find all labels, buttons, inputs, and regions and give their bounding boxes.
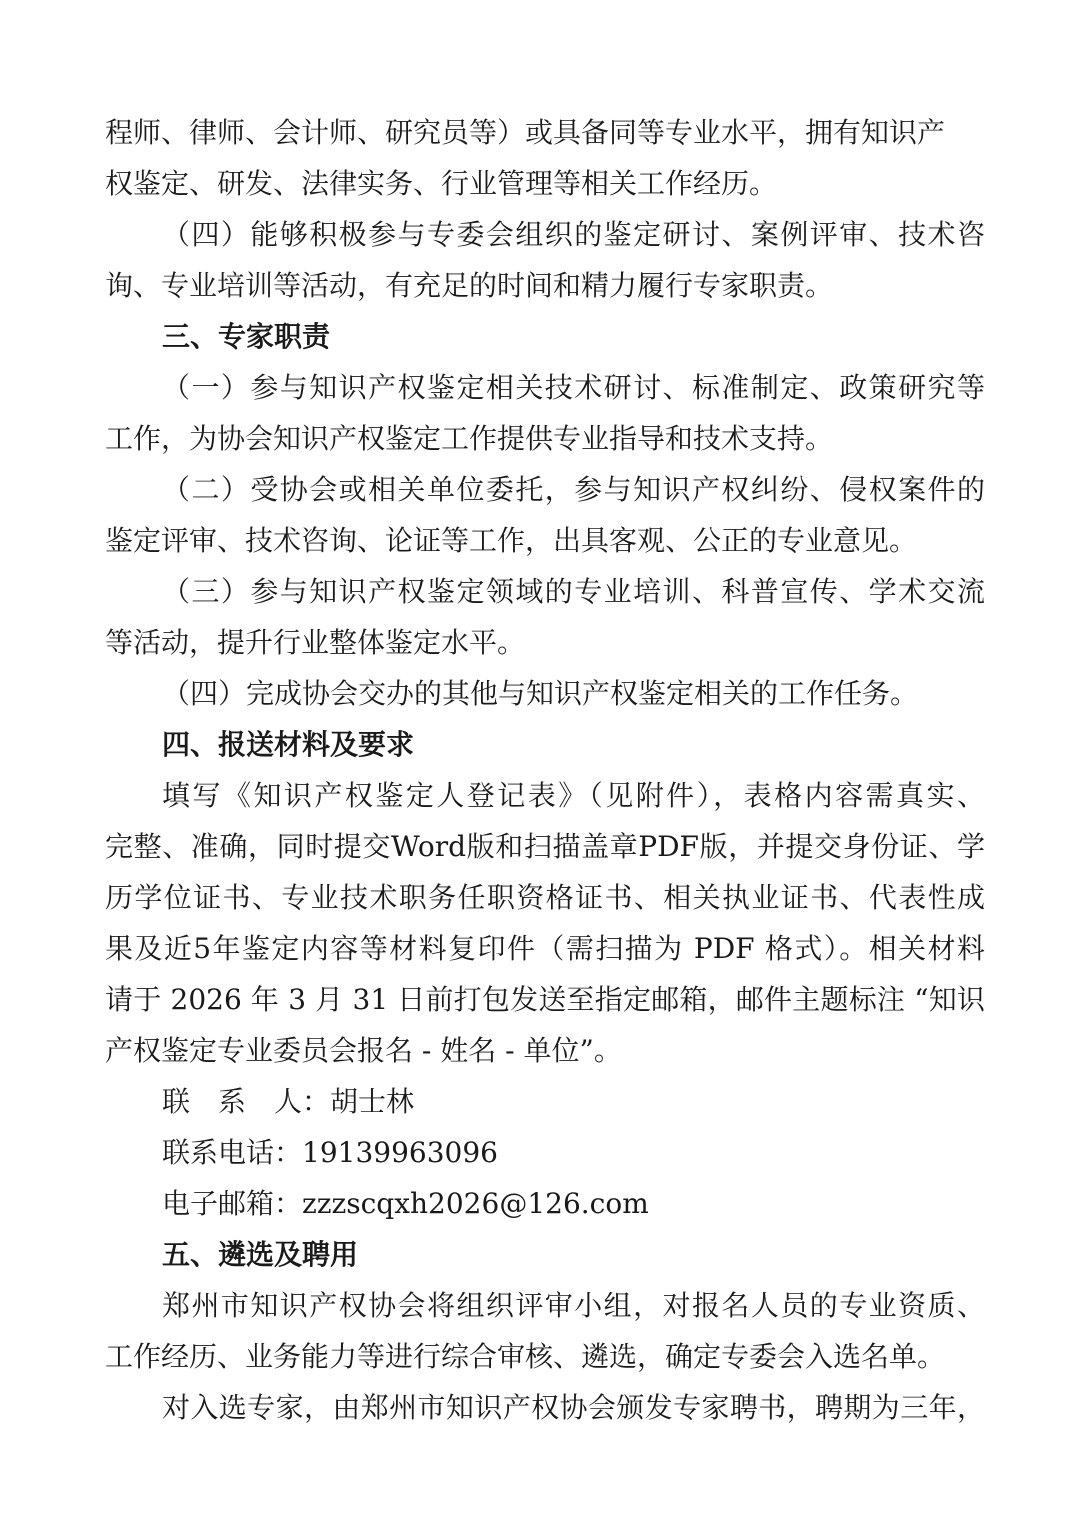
paragraph-line: （三）参与知识产权鉴定领域的专业培训、科普宣传、学术交流 [162, 575, 985, 608]
paragraph-line: 询、专业培训等活动，有充足的时间和精力履行专家职责。 [105, 269, 834, 302]
paragraph-line: 请于 2026 年 3 月 31 日前打包发送至指定邮箱，邮件主题标注 “知识 [105, 983, 985, 1016]
paragraph-line: 对入选专家，由郑州市知识产权协会颁发专家聘书，聘期为三年， [162, 1391, 985, 1424]
paragraph-line: （四）完成协会交办的其他与知识产权鉴定相关的工作任务。 [162, 677, 919, 710]
paragraph-line: （二）受协会或相关单位委托，参与知识产权纠纷、侵权案件的 [162, 473, 985, 506]
paragraph-line: 果及近5年鉴定内容等材料复印件（需扫描为 PDF 格式）。相关材料 [105, 932, 985, 965]
contact-phone: 联系电话：19139963096 [162, 1136, 498, 1169]
paragraph-line: 产权鉴定专业委员会报名 - 姓名 - 单位”。 [105, 1034, 622, 1067]
paragraph-line: 郑州市知识产权协会将组织评审小组，对报名人员的专业资质、 [162, 1289, 985, 1322]
paragraph-line: 鉴定评审、技术咨询、论证等工作，出具客观、公正的专业意见。 [105, 524, 918, 557]
section-heading-duties: 三、专家职责 [162, 320, 331, 353]
paragraph-line: 程师、律师、会计师、研究员等）或具备同等专业水平，拥有知识产 [105, 116, 946, 149]
paragraph-line: 工作，为协会知识产权鉴定工作提供专业指导和技术支持。 [105, 422, 834, 455]
section-heading-selection: 五、遴选及聘用 [162, 1238, 359, 1271]
paragraph-line: 历学位证书、专业技术职务任职资格证书、相关执业证书、代表性成 [105, 881, 985, 914]
paragraph-line: 权鉴定、研发、法律实务、行业管理等相关工作经历。 [105, 167, 778, 200]
paragraph-line: 完整、准确，同时提交Word版和扫描盖章PDF版，并提交身份证、学 [105, 830, 985, 863]
contact-email: 电子邮箱：zzzscqxh2026@126.com [162, 1187, 649, 1220]
paragraph-line: （一）参与知识产权鉴定相关技术研讨、标准制定、政策研究等 [162, 371, 985, 404]
contact-person: 联 系 人：胡士林 [162, 1085, 415, 1118]
paragraph-line: 工作经历、业务能力等进行综合审核、遴选，确定专委会入选名单。 [105, 1340, 946, 1373]
paragraph-line: （四）能够积极参与专委会组织的鉴定研讨、案例评审、技术咨 [162, 218, 985, 251]
paragraph-line: 等活动，提升行业整体鉴定水平。 [105, 626, 526, 659]
paragraph-line: 填写《知识产权鉴定人登记表》（见附件），表格内容需真实、 [162, 779, 985, 812]
section-heading-materials: 四、报送材料及要求 [162, 728, 415, 761]
